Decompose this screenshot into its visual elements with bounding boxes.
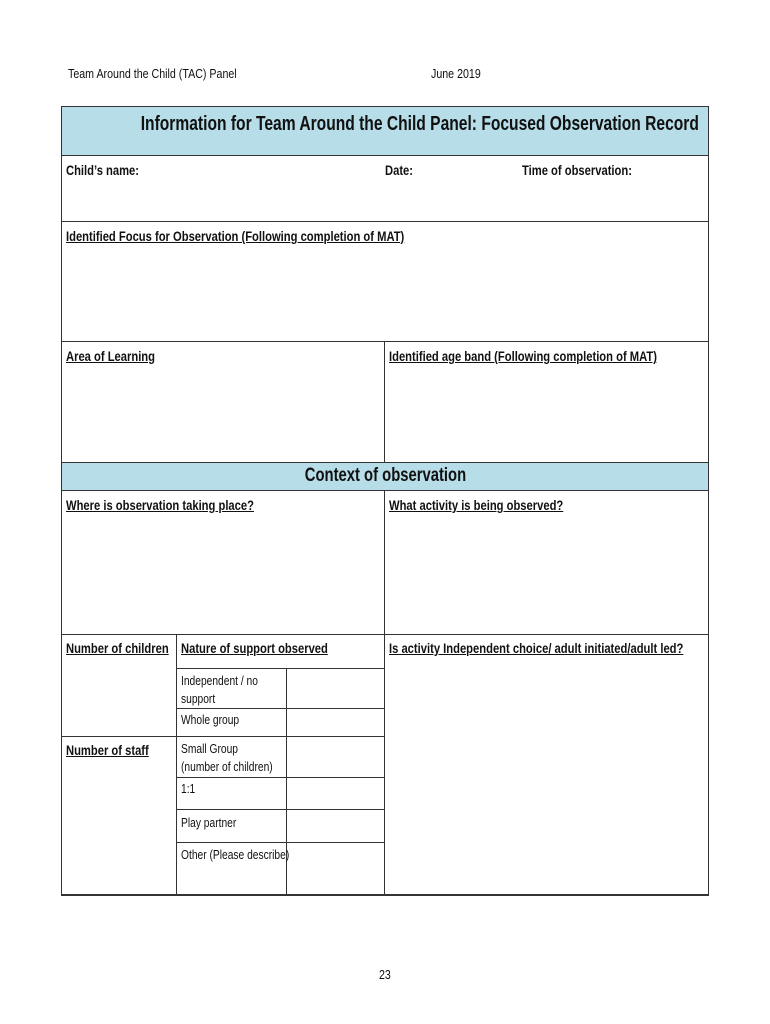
- divider: [176, 809, 384, 810]
- divider: [176, 634, 177, 895]
- activity-label: What activity is being observed?: [389, 497, 564, 513]
- context-band: [62, 462, 708, 491]
- number-of-children-label: Number of children: [66, 640, 169, 656]
- divider: [176, 668, 384, 669]
- page-number: 23: [379, 967, 391, 982]
- option-other: Other (Please describe): [181, 848, 290, 862]
- option-independent-line1: Independent / no: [181, 674, 258, 688]
- divider: [384, 491, 385, 895]
- header-date: June 2019: [431, 66, 481, 81]
- divider: [384, 341, 385, 462]
- divider: [62, 736, 384, 737]
- date-label: Date:: [385, 162, 414, 178]
- option-whole-group: Whole group: [181, 713, 240, 727]
- divider: [176, 708, 384, 709]
- option-one-to-one: 1:1: [181, 782, 196, 796]
- option-small-group-line1: Small Group: [181, 742, 238, 756]
- title-band: [62, 107, 708, 156]
- observation-form: [61, 106, 709, 896]
- area-label: Area of Learning: [66, 348, 155, 364]
- age-band-label: Identified age band (Following completion of MAT): [389, 348, 657, 364]
- focus-label: Identified Focus for Observation (Following completion of MAT): [66, 228, 405, 244]
- where-label: Where is observation taking place?: [66, 497, 254, 513]
- divider: [62, 221, 708, 222]
- support-observed-label: Nature of support observed: [181, 640, 328, 656]
- form-title: Information for Team Around the Child Panel: Focused Observation Record: [140, 113, 699, 135]
- independent-choice-label: Is activity Independent choice/ adult initiated/adult led?: [389, 640, 684, 656]
- childs-name-label: Child’s name:: [66, 162, 140, 178]
- number-of-staff-label: Number of staff: [66, 742, 149, 758]
- divider: [62, 341, 708, 342]
- option-small-group-line2: (number of children): [181, 760, 273, 774]
- option-play-partner: Play partner: [181, 816, 237, 830]
- time-label: Time of observation:: [522, 162, 632, 178]
- divider: [176, 842, 384, 843]
- header-left-title: Team Around the Child (TAC) Panel: [68, 66, 237, 81]
- option-independent-line2: support: [181, 692, 216, 706]
- divider: [176, 777, 384, 778]
- context-title: Context of observation: [304, 465, 466, 486]
- divider: [62, 634, 708, 635]
